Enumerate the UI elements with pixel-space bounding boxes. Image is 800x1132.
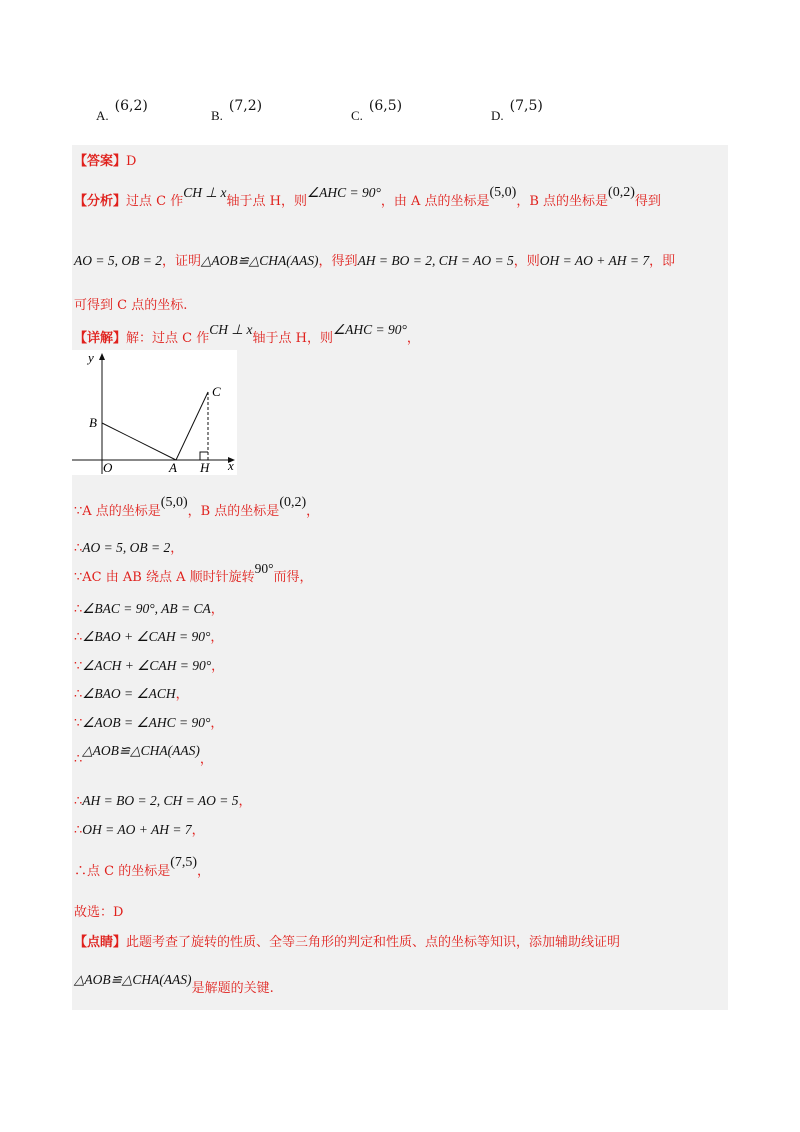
math-expression: OH = AO + AH = 7 [82, 822, 192, 837]
detail-tag: 【详解】 [74, 331, 127, 346]
step-text: ， [210, 630, 224, 645]
comment-text: 此题考查了旋转的性质、全等三角形的判定和性质、点的坐标等知识，添加辅助线证明 [126, 935, 621, 950]
math-expression: ∠BAC = 90°, AB = CA [82, 601, 211, 616]
math-expression: CH ⊥ x [209, 322, 253, 337]
answer-options [96, 100, 736, 140]
label-b: B [89, 415, 97, 430]
step-text: ，B 点的坐标是 [187, 504, 280, 519]
coordinate-diagram [72, 350, 237, 475]
label-h: H [200, 460, 210, 475]
math-expression: AH = BO = 2, CH = AO = 5 [82, 793, 239, 808]
answer-value: D [126, 154, 137, 169]
math-expression: △AOB≌△CHA(AAS) [82, 743, 200, 758]
step-text: ， [210, 716, 224, 731]
analysis-text: ，证明 [161, 254, 201, 269]
option-c [351, 98, 403, 124]
step-8 [74, 712, 223, 731]
analysis-line-3: 可得到 C 点的坐标. [74, 298, 188, 313]
detail-text: 解：过点 C 作 [126, 331, 210, 346]
comment-text: 是解题的关键. [191, 981, 274, 996]
math-expression: CH ⊥ x [183, 185, 227, 200]
step-text: ， [197, 864, 211, 879]
analysis-text: ，由 A 点的坐标是 [380, 194, 490, 209]
step-6 [74, 655, 224, 674]
analysis-text: ，得到 [318, 254, 358, 269]
math-expression: ∠AHC = 90° [332, 322, 407, 337]
step-text: ， [211, 659, 225, 674]
math-coordinate: (7,5) [170, 855, 198, 870]
analysis-line-2 [74, 250, 675, 269]
math-expression: ∠BAO = ∠ACH [82, 686, 176, 701]
step-text: ， [199, 752, 213, 767]
math-expression: AO = 5, OB = 2 [74, 253, 162, 268]
geometry-figure [72, 350, 237, 475]
math-expression: ∠ACH + ∠CAH = 90° [82, 658, 212, 673]
step-text: ∵A 点的坐标是 [74, 504, 161, 519]
math-expression: △AOB≌△CHA(AAS) [200, 253, 319, 268]
y-axis-arrow-icon [99, 353, 105, 360]
label-c: C [212, 384, 221, 399]
analysis-text: ，则 [513, 254, 540, 269]
step-9 [74, 743, 213, 767]
step-text: ∴点 C 的坐标是 [74, 864, 171, 879]
analysis-text: ，B 点的坐标是 [516, 194, 609, 209]
analysis-line-1 [74, 185, 661, 210]
analysis-tag: 【分析】 [74, 194, 127, 209]
step-text: ∴ [74, 794, 83, 809]
option-b [211, 98, 263, 124]
segment-ab [102, 423, 176, 460]
analysis-text: 轴于点 H，则 [226, 194, 307, 209]
step-7 [74, 683, 189, 702]
step-text: ， [170, 541, 184, 556]
step-text: ∴ [74, 752, 83, 767]
math-coordinate: (5,0) [160, 495, 188, 510]
step-4 [74, 598, 224, 617]
answer-tag: 【答案】 [74, 154, 127, 169]
step-text: ∴ [74, 602, 83, 617]
label-o: O [103, 460, 113, 475]
step-1 [74, 495, 320, 520]
math-expression: AO = 5, OB = 2 [82, 540, 171, 555]
math-expression: OH = AO + AH = 7 [539, 253, 650, 268]
math-expression: ∠BAO + ∠CAH = 90° [82, 629, 211, 644]
answer-line [74, 150, 136, 169]
step-text: ， [175, 687, 189, 702]
math-expression: ∠AHC = 90° [306, 185, 381, 200]
analysis-text: ，即 [649, 254, 676, 269]
math-expression: ∠AOB = ∠AHC = 90° [82, 715, 211, 730]
math-coordinate: (0,2) [279, 495, 307, 510]
math-expression: 90° [254, 561, 274, 576]
step-text: ∴ [74, 687, 83, 702]
step-text: ∴ [74, 630, 83, 645]
comment-line-2 [74, 972, 274, 996]
step-text: 而得， [273, 570, 313, 585]
math-coordinate: (5,0) [489, 185, 517, 200]
step-text: ， [191, 823, 205, 838]
segment-ac [176, 392, 208, 460]
option-value: (7,5) [509, 98, 543, 114]
step-text: ∴ [74, 823, 83, 838]
analysis-text: 过点 C 作 [126, 194, 184, 209]
step-3 [74, 561, 313, 585]
choice-line: 故选：D [74, 905, 124, 920]
math-coordinate: (0,2) [608, 185, 635, 200]
label-x: x [228, 458, 234, 473]
step-10 [74, 790, 251, 809]
option-value: (7,2) [228, 98, 263, 114]
step-11 [74, 819, 205, 838]
step-text: ∵AC 由 AB 绕点 A 顺时针旋转 [74, 570, 255, 585]
comment-line-1 [74, 931, 620, 950]
label-y: y [88, 350, 94, 365]
step-text: ∵ [74, 659, 83, 674]
option-label: A. [96, 108, 109, 123]
step-5 [74, 626, 223, 645]
analysis-text: 得到 [634, 194, 661, 209]
math-expression: △AOB≌△CHA(AAS) [74, 972, 192, 987]
option-label: D. [491, 108, 504, 123]
detail-text: 轴于点 H，则 [252, 331, 333, 346]
step-text: ， [210, 602, 224, 617]
option-d [491, 98, 543, 124]
option-label: B. [211, 108, 223, 123]
step-text: ∴ [74, 541, 83, 556]
step-text: ∵ [74, 716, 83, 731]
option-value: (6,5) [368, 98, 403, 114]
label-a: A [169, 460, 177, 475]
step-12 [74, 855, 211, 880]
option-label: C. [351, 108, 363, 123]
option-value: (6,2) [114, 98, 148, 114]
step-2 [74, 537, 183, 556]
step-text: ， [306, 504, 320, 519]
detail-text: ， [406, 331, 420, 346]
step-text: ， [238, 794, 252, 809]
math-expression: AH = BO = 2, CH = AO = 5 [357, 253, 514, 268]
detail-line [74, 322, 420, 346]
option-a [96, 98, 148, 124]
comment-tag: 【点睛】 [74, 935, 127, 950]
right-angle-mark [200, 452, 208, 460]
